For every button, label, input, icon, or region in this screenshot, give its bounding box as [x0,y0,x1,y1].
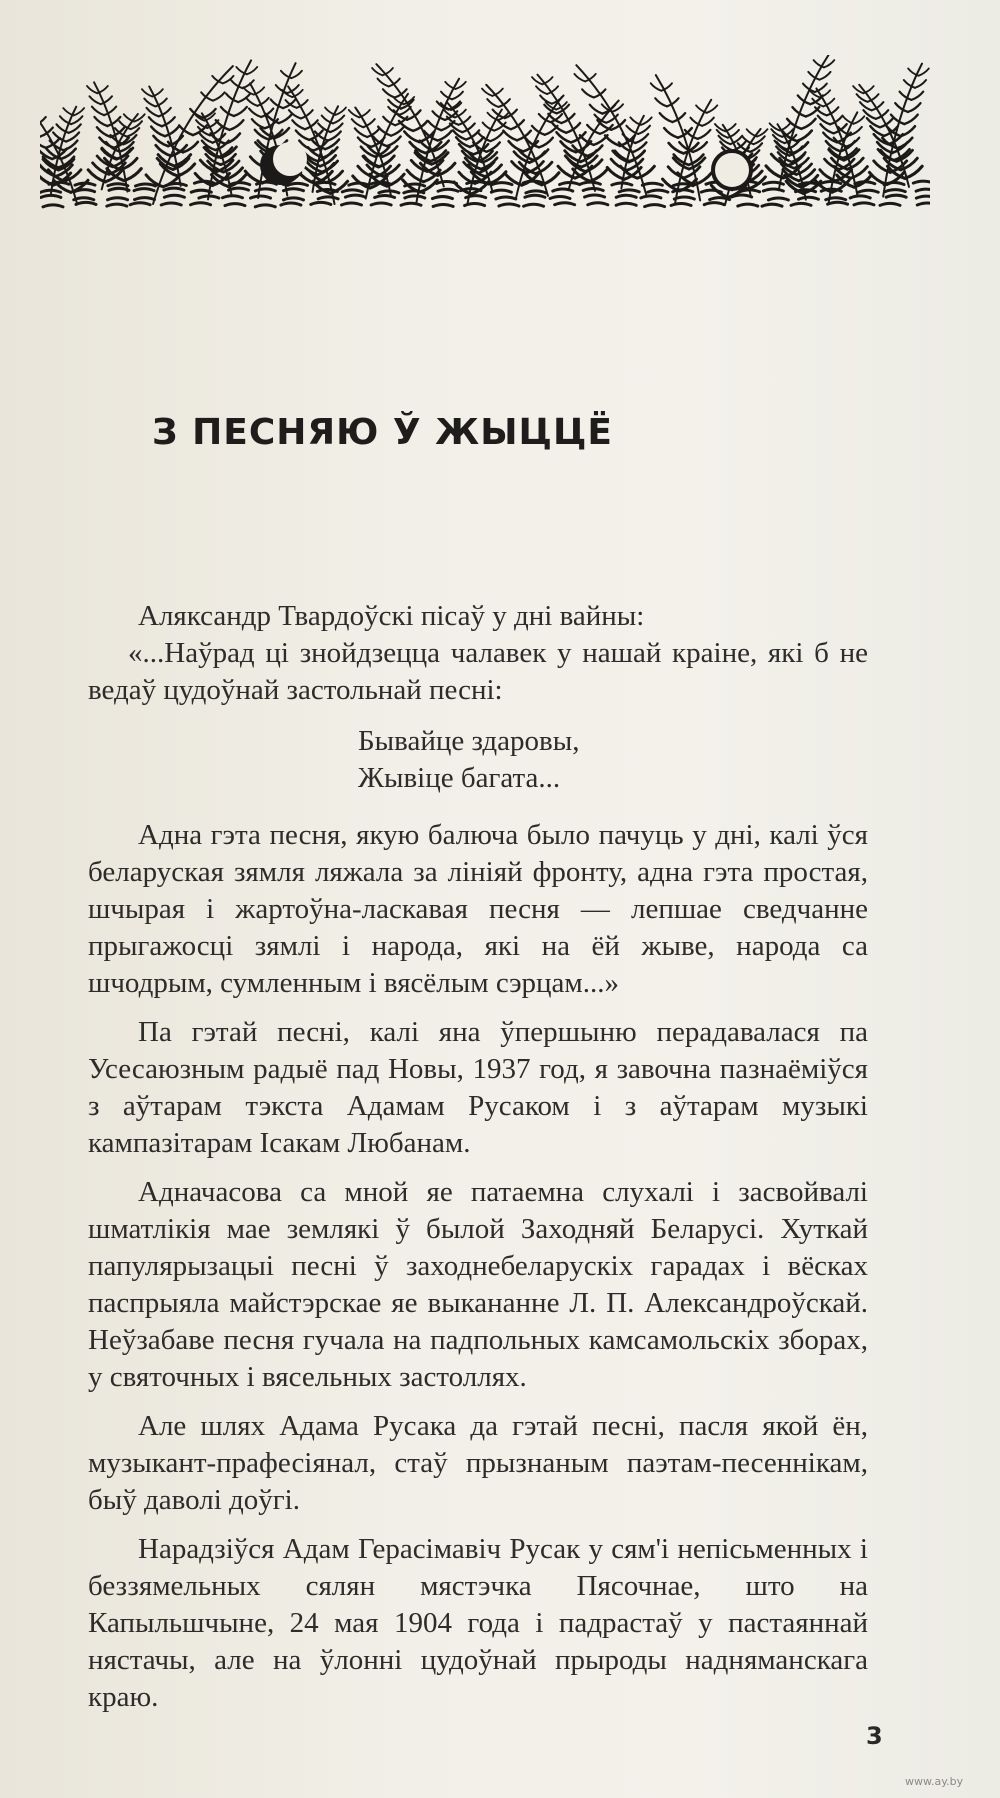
paragraph: Але шлях Адама Русака да гэтай песні, пасля якой ён, музыкант-прафесіянал, стаў прызнаным паэтам-песеннікам, быў даволі доўгі. [88,1410,868,1516]
paragraph: «...Наўрад ці знойдзецца чалавек у нашай краіне, які б не ведаў цудоўнай застольнай песні: [88,637,868,706]
paragraph: Аляксандр Твардоўскі пісаў у дні вайны: [138,600,645,632]
verse [358,723,868,797]
sun-icon [713,151,751,189]
page-number: 3 [866,1722,883,1750]
paragraph: Адначасова са мной яе патаемна слухалі і засвойвалі шматлікія мае землякі ў былой Заходняй Беларусі. Хуткай папулярызацыі песні ў заходнебеларускіх гарадах і вёсках паспрыяла майстэрскае яе выкананне Л. П. Александроўскай. Неўзабаве песня гучала на падпольных камсамольскіх зборах, у святочных і вясельных застоллях. [88,1176,868,1393]
paragraph: Адна гэта песня, якую балюча было пачуць у дні, калі ўся беларуская зямля ляжала за лініяй фронту, адна гэта простая, шчырая і жартоўна-ласкавая песня — лепшае сведчанне прыгажосці зямлі і народа, які на ёй жыве, народа са шчодрым, сумленным і вясёлым сэрцам...» [88,819,868,999]
paragraph: Нарадзіўся Адам Герасімавіч Русак у сям'і непісьменных і беззямельных сялян мястэчка Пясочнае, што на Капыльшчыне, 24 мая 1904 года і падрастаў у пастаяннай нястачы, але на ўлонні цудоўнай прыроды надняманскага краю. [88,1533,868,1713]
paragraph: Па гэтай песні, калі яна ўпершыню перадавалася па Усесаюзным радыё пад Новы, 1937 год, я завочна пазнаёміўся з аўтарам тэкста Адамам Русаком і з аўтарам музыкі кампазітарам Ісакам Любанам. [88,1016,868,1159]
verse-line: Жывіце багата... [358,762,561,794]
verse-line: Бывайце здаровы, [358,725,580,757]
watermark: www.ay.by [905,1775,964,1788]
ornament-header [40,55,930,215]
chapter-title: З ПЕСНЯЮ Ў ЖЫЦЦЁ [152,412,613,453]
body-text [88,598,868,1728]
